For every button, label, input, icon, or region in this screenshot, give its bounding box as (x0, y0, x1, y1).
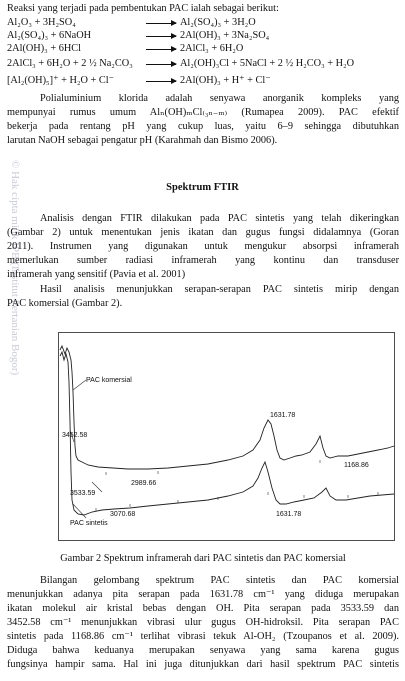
text-line: Analisis dengan FTIR dilakukan pada PAC sintetis yang telah dikeringkan (40, 213, 399, 224)
peak-label: 3533.59 (70, 490, 96, 497)
reaction-right: 2Al(OH)₃ + 3Na₂SO₄ (180, 30, 270, 41)
reaction-right: 2AlCl₃ + 6H₂O (180, 43, 244, 54)
svg-text:© Hak cipta milik IPB (Institu: © Hak cipta milik IPB (Institut Pertanian Bogor) (9, 160, 20, 376)
text-line: (Gambar 2) untuk menentukan jenis ikatan dan gugus fungsi didalamnya (Goran (7, 227, 399, 238)
reaction-intro: Reaksi yang terjadi pada pembentukan PAC ialah sebagai berikut: (7, 3, 279, 14)
text-line: PAC komersial (Gambar 2). (7, 298, 123, 309)
reaction-left: Al₂(SO₄)₃ + 6NaOH (7, 30, 92, 41)
reaction-arrow (146, 64, 176, 65)
text-line: 2011). Instrumen yang digunakan untuk mengukur absorpsi inframerah (7, 241, 399, 252)
reaction-right: 2Al(OH)₃ + H⁺ + Cl⁻ (180, 75, 271, 86)
reaction-right: Al₂(OH)₃Cl + 5NaCl + 2 ½ H₂CO₃ + H₂O (180, 58, 355, 69)
text-line: Bilangan gelombang spektrum PAC sintetis dan PAC komersial (40, 575, 399, 586)
label-pac-sintetis: PAC sintetis (70, 520, 108, 527)
peak-label: 1631.78 (276, 511, 302, 518)
reaction-left: Al₂O₃ + 3H₂SO₄ (7, 17, 76, 28)
reaction-arrow (146, 23, 176, 24)
text-line: inframerah yang sensitif (Pavia et al. 2001) (7, 269, 186, 280)
text-line: Hasil analisis menunjukkan serapan-serapan PAC sintetis mirip dengan (40, 284, 399, 295)
ftir-spectrum-figure (58, 332, 402, 546)
text-line: 3452.58 cm⁻¹ menunjukkan vibrasi ulur gugus OH-hidroksil. Pita serapan PAC (7, 617, 399, 628)
text-line: menunjukkan adanya pita serapan pada 1631.78 cm⁻¹ yang diduga merupakan (7, 589, 399, 600)
peak-label: 2989.66 (131, 480, 157, 487)
text-line: bekerja pada rentang pH yang cukup luas, yaitu 6–9 sehingga dibutuhkan (7, 121, 399, 132)
peak-label: 1631.78 (270, 412, 296, 419)
text-line: mempunyai rumus umum Alₙ(OH)ₘCl₍₃ₙ₋ₘ₎ (Rumapea 2009). PAC efektif (7, 107, 399, 118)
text-line: ikatan molekul air kristal bebas dengan OH. Pita serapan pada 3533.59 dan (7, 603, 399, 614)
reaction-right: Al₂(SO₄)₃ + 3H₂O (180, 17, 256, 28)
reaction-left: 2AlCl₃ + 6H₂O + 2 ½ Na₂CO₃ (7, 58, 133, 69)
text-line: memerlukan sumber radiasi inframerah yang kontinu dan transduser (7, 255, 399, 266)
text-line: fungsinya hampir sama. Hal ini juga ditunjukkan dari hasil spektrum PAC sintetis (7, 659, 399, 670)
text-line: Diduga bahwa keduanya merupakan senyawa yang sama karena gugus (7, 645, 399, 656)
reaction-arrow (146, 81, 176, 82)
reaction-arrow (146, 36, 176, 37)
figure-caption: Gambar 2 Spektrum inframerah dari PAC sintetis dan PAC komersial (60, 553, 346, 564)
peak-label: 3070.68 (110, 511, 136, 518)
reaction-arrow (146, 49, 176, 50)
text-line: Polialuminium klorida adalah senyawa anorganik kompleks yang (40, 93, 399, 104)
reaction-left: 2Al(OH)₃ + 6HCl (7, 43, 82, 54)
label-pac-komersial: PAC komersial (86, 377, 132, 384)
text-line: sintetis pada 1168.86 cm⁻¹ terlihat vibrasi tekuk Al-OH₂ (Tzoupanos et al. 2009). (7, 631, 399, 642)
peak-label: 3452.58 (62, 432, 88, 439)
reaction-left: [Al₂(OH)₅]⁺ + H₂O + Cl⁻ (7, 75, 115, 86)
section-title: Spektrum FTIR (166, 182, 239, 193)
peak-label: 1168.86 (344, 462, 369, 469)
spectrum-pac-komersial (60, 346, 394, 469)
text-line: larutan NaOH sebagai pengatur pH (Karahmah dan Bismo 2006). (7, 135, 278, 146)
